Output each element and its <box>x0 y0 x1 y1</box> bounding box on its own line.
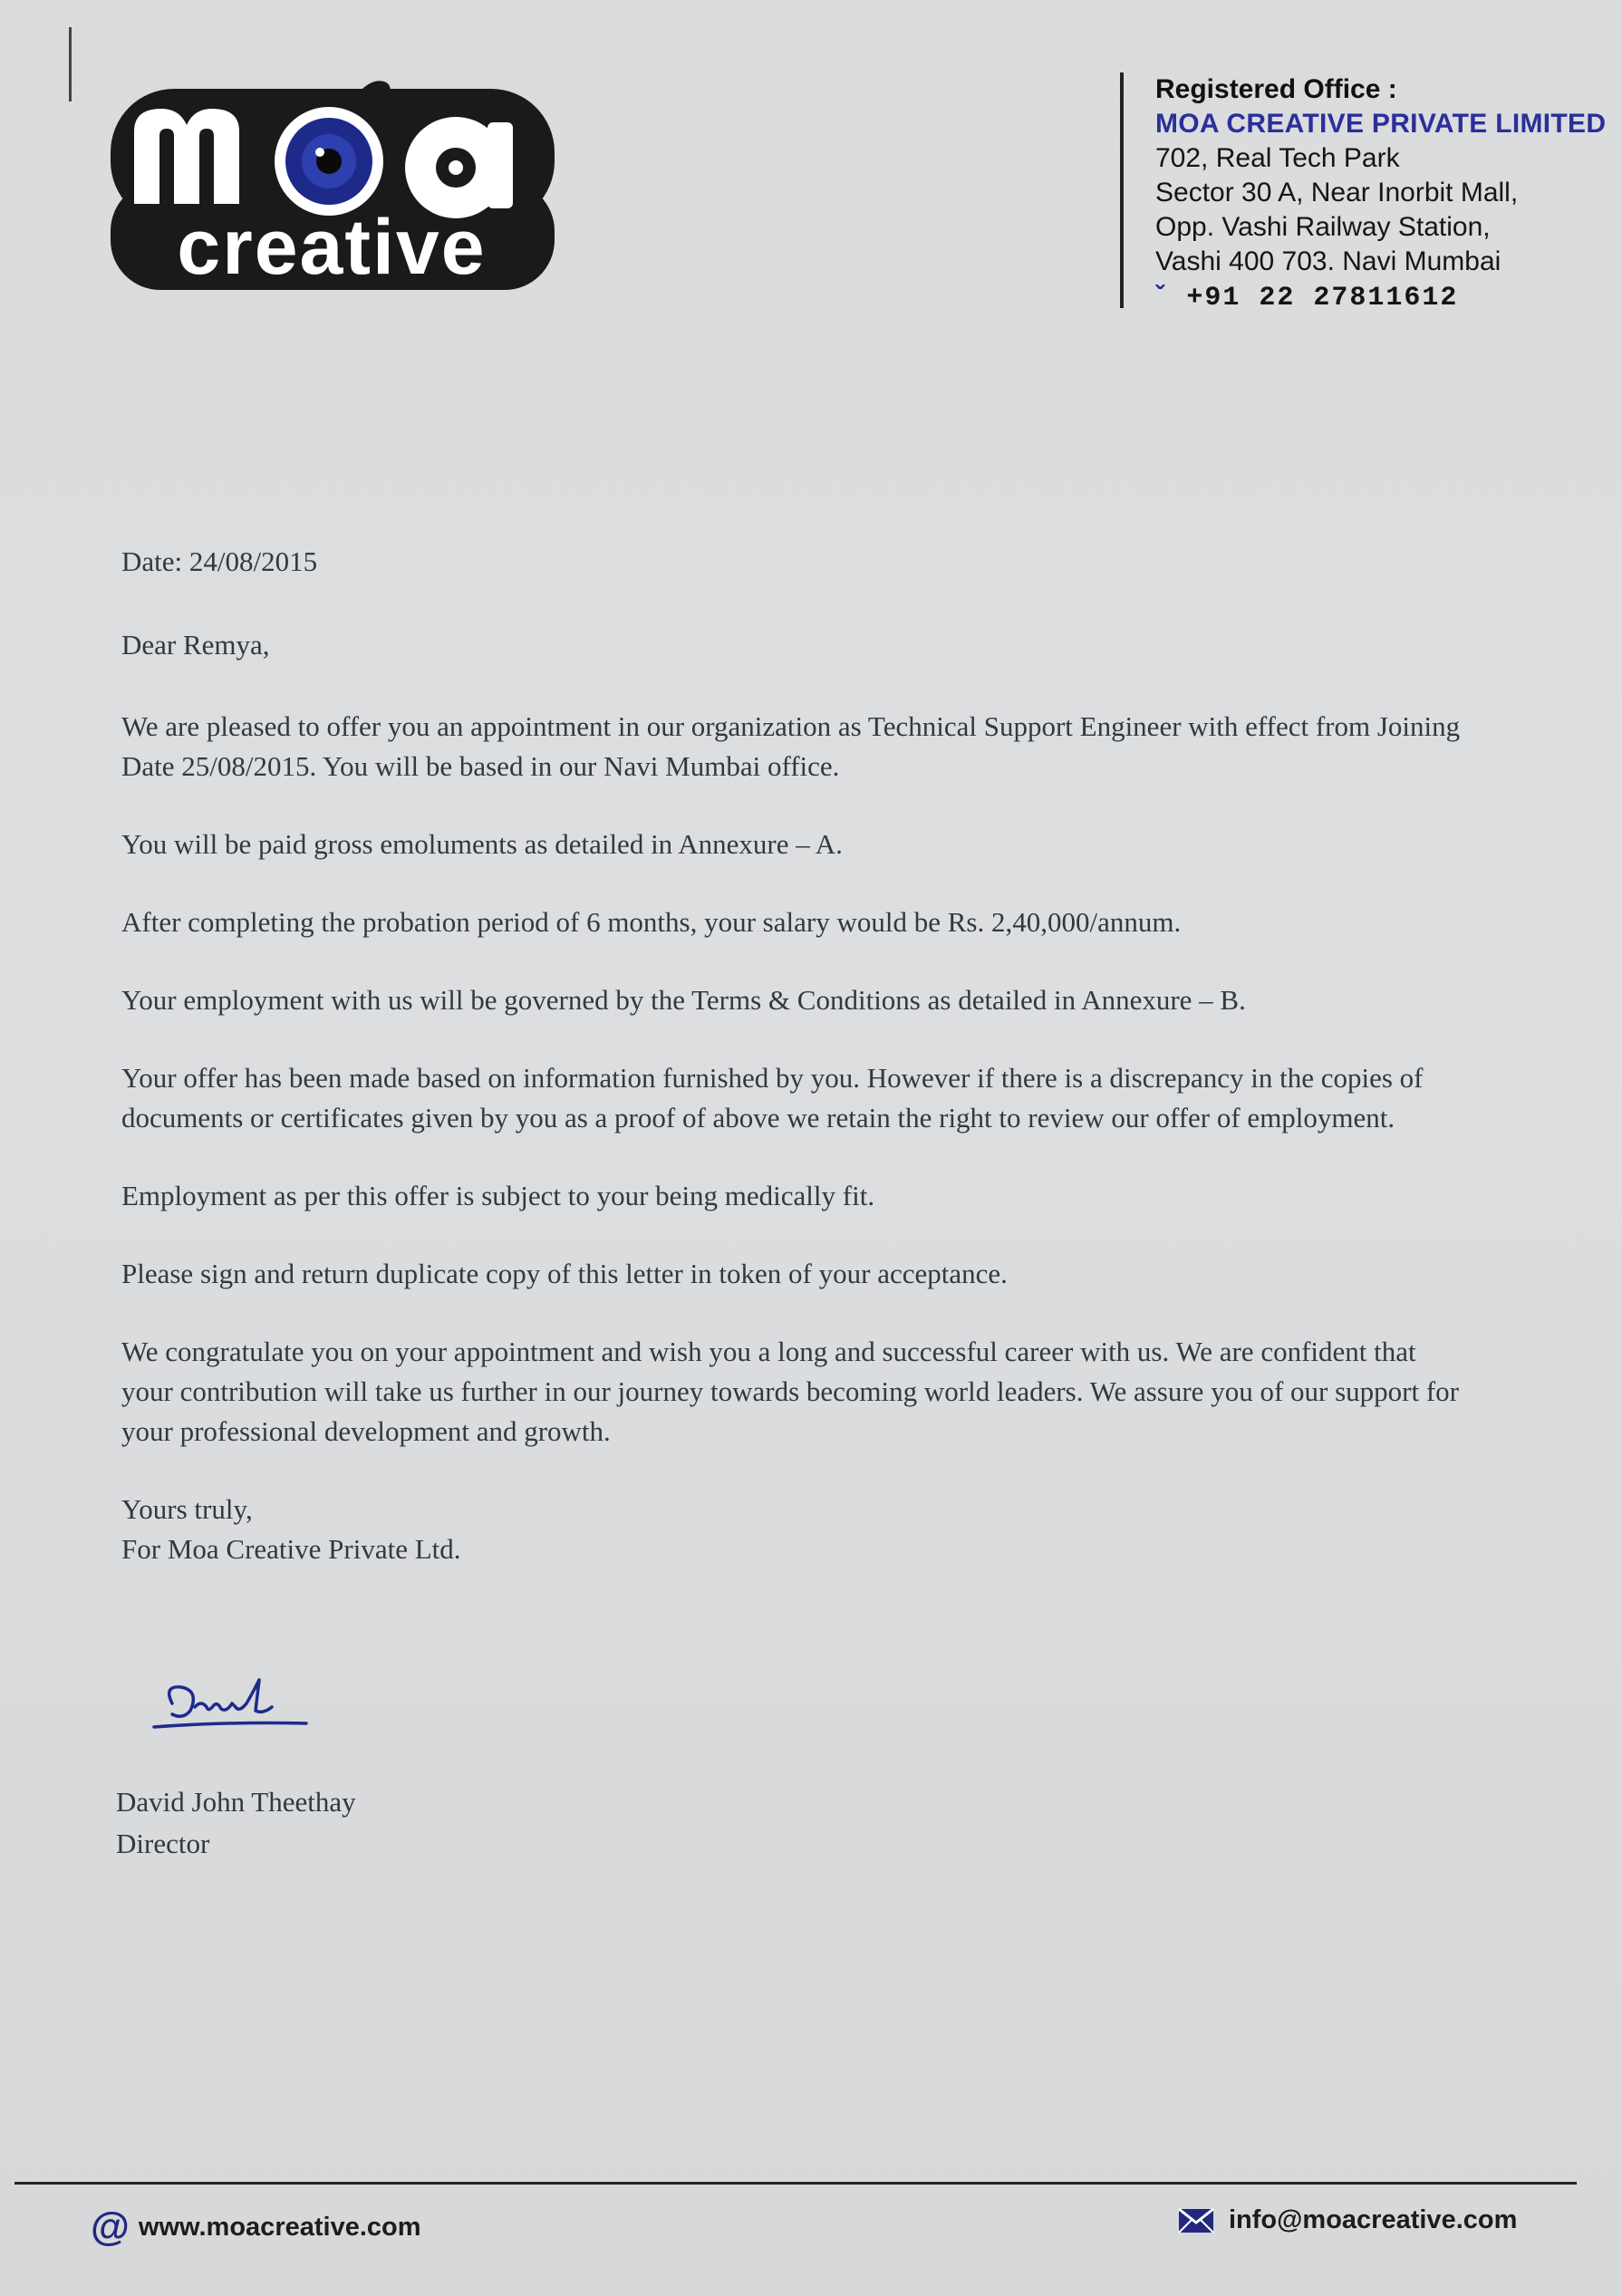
office-divider <box>1120 72 1124 308</box>
letter-body <box>121 542 1472 1569</box>
phone-number: +91 22 27811612 <box>1186 283 1459 314</box>
paragraph-terms: Your employment with us will be governed by the Terms & Conditions as detailed in Annexure – B. <box>121 984 1246 1016</box>
registered-office-block <box>1155 72 1608 315</box>
handwritten-signature <box>145 1667 326 1740</box>
website-link[interactable]: www.moacreative.com <box>138 2212 421 2242</box>
paragraph-congratulations: We congratulate you on your appointment and wish you a long and successful career with us. We are confident that your contribution will take us further in our journey towards becoming world leaders. We assure you of our support for your professional development and growth. <box>121 1336 1459 1447</box>
email-link[interactable]: info@moacreative.com <box>1229 2205 1518 2234</box>
address-line-4: Vashi 400 703. Navi Mumbai <box>1155 246 1501 276</box>
paragraph-medical: Employment as per this offer is subject to your being medically fit. <box>121 1180 875 1211</box>
paragraph-discrepancy: Your offer has been made based on information furnished by you. However if there is a discrepancy in the copies of documents or certificates given by you as a proof of above we retain the right to review our offer of employment. <box>121 1062 1424 1134</box>
office-label: Registered Office : <box>1155 74 1397 104</box>
signer-block <box>116 1781 356 1865</box>
phone-icon: ˇ <box>1155 281 1164 311</box>
phone-line <box>1155 279 1608 315</box>
closing-yours-truly: Yours truly, <box>121 1493 253 1525</box>
address-line-1: 702, Real Tech Park <box>1155 143 1400 173</box>
paragraph-acceptance: Please sign and return duplicate copy of this letter in token of your acceptance. <box>121 1258 1008 1289</box>
paragraph-salary: After completing the probation period of 6 months, your salary would be Rs. 2,40,000/annum. <box>121 906 1182 938</box>
paragraph-appointment: We are pleased to offer you an appointment in our organization as Technical Support Engineer with effect from Joining Date 25/08/2015. You will be based in our Navi Mumbai office. <box>121 710 1461 782</box>
paragraph-emoluments: You will be paid gross emoluments as detailed in Annexure – A. <box>121 828 843 860</box>
address-line-2: Sector 30 A, Near Inorbit Mall, <box>1155 178 1519 207</box>
footer-website <box>91 2204 421 2249</box>
address-line-3: Opp. Vashi Railway Station, <box>1155 212 1491 242</box>
moa-creative-logo <box>107 45 560 299</box>
company-name: MOA CREATIVE PRIVATE LIMITED <box>1155 109 1607 139</box>
logo-word-bottom: creative <box>177 204 487 291</box>
signer-name: David John Theethay <box>116 1786 356 1818</box>
footer-divider <box>14 2182 1577 2185</box>
at-icon: @ <box>91 2204 130 2249</box>
closing-company: For Moa Creative Private Ltd. <box>121 1533 461 1565</box>
letter-date: Date: 24/08/2015 <box>121 545 318 577</box>
salutation: Dear Remya, <box>121 629 270 661</box>
envelope-icon <box>1178 2208 1214 2233</box>
edge-mark <box>69 27 72 101</box>
signer-title: Director <box>116 1828 210 1859</box>
footer-email <box>1178 2205 1517 2235</box>
